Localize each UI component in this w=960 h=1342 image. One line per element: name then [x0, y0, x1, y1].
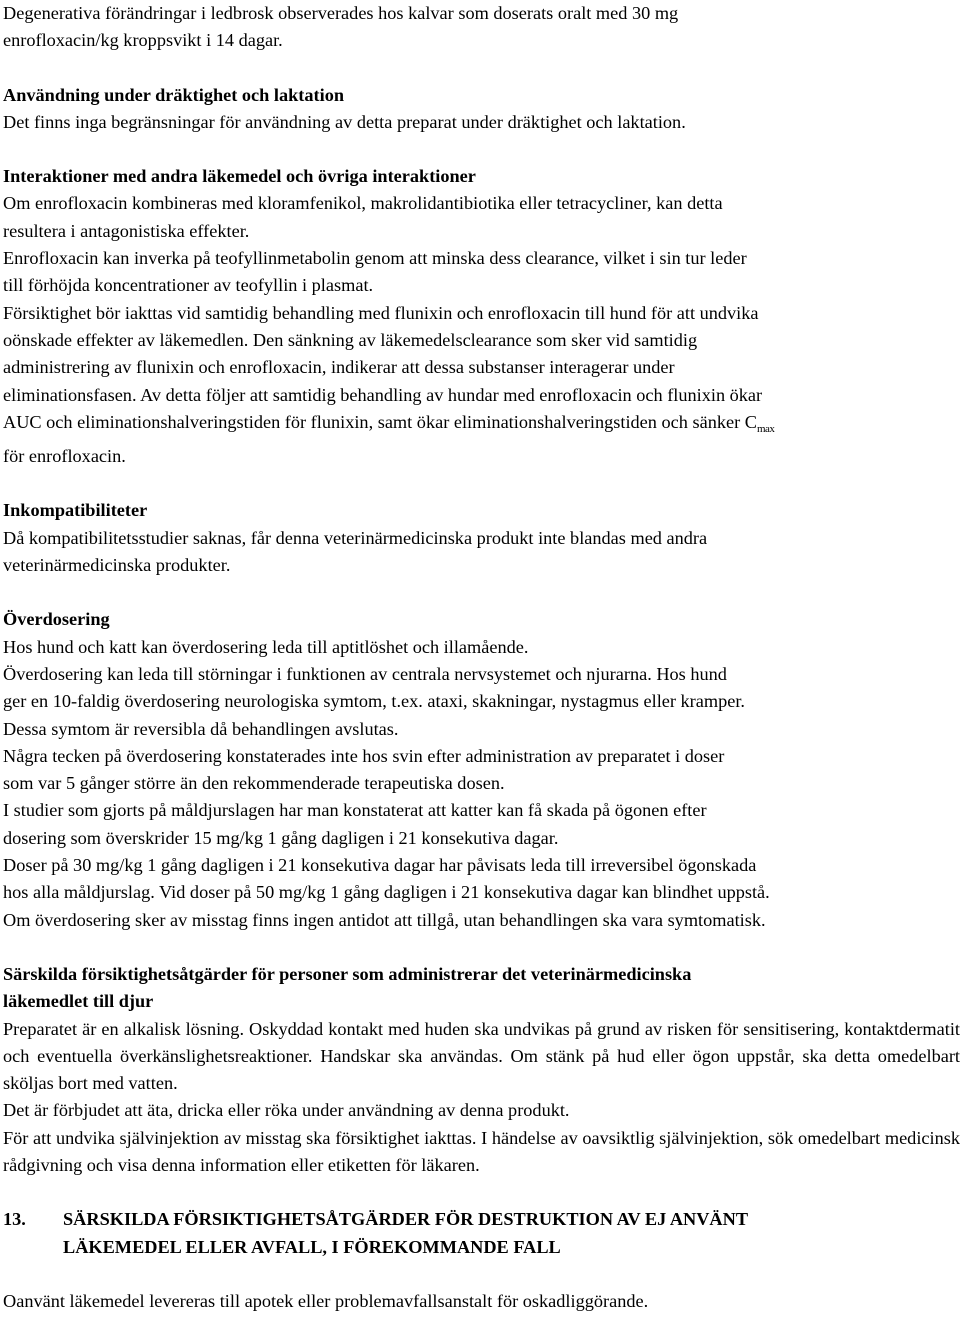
- precautions-p1: Preparatet är en alkalisk lösning. Oskyddad kontakt med huden ska undvikas på grund av risken för sensitisering, kontaktdermatit och eventuella överkänslighetsreaktioner. Handskar ska användas. Om stänk på hud eller ögon uppstår, ska detta omedelbart sköljas bort med vatten.: [3, 1018, 960, 1094]
- section-13-text: Oanvänt läkemedel levereras till apotek eller problemavfallsanstalt för oskadliggörande.: [3, 1290, 649, 1311]
- interactions-p2-line-2: till förhöjda koncentrationer av teofyllin i plasmat.: [3, 275, 374, 296]
- pregnancy-text: Det finns inga begränsningar för användning av detta preparat under dräktighet och laktation.: [3, 111, 686, 132]
- interactions-p3-line-3: administrering av flunixin och enrofloxacin, indikerar att dessa substanser interagerar under: [3, 357, 675, 378]
- overdose-line-2: Överdosering kan leda till störningar i funktionen av centrala nervsystemet och njurarna. Hos hund: [3, 663, 727, 684]
- interactions-p3-end: för enrofloxacin.: [3, 446, 126, 467]
- pregnancy-heading: Användning under dräktighet och laktation: [3, 84, 344, 105]
- overdose-line-6: som var 5 gånger större än den rekommenderade terapeutiska dosen.: [3, 773, 505, 794]
- overdose-line-5: Några tecken på överdosering konstaterades inte hos svin efter administration av preparatet i doser: [3, 745, 725, 766]
- interactions-p2-line-1: Enrofloxacin kan inverka på teofyllinmetabolin genom att minska dess clearance, vilket i sin tur leder: [3, 248, 747, 269]
- overdose-line-10: hos alla måldjurslag. Vid doser på 50 mg/kg 1 gång dagligen i 21 konsekutiva dagar kan blindhet uppstå.: [3, 882, 770, 903]
- incompatibilities-heading: Inkompatibiliteter: [3, 500, 148, 521]
- section-13-title-line-1: SÄRSKILDA FÖRSIKTIGHETSÅTGÄRDER FÖR DESTRUKTION AV EJ ANVÄNT: [63, 1209, 749, 1230]
- interactions-p3-line-5: [3, 409, 960, 443]
- section-13-number: 13.: [3, 1209, 26, 1230]
- section-13-heading: [3, 1206, 960, 1261]
- intro-line-1: Degenerativa förändringar i ledbrosk observerades hos kalvar som doserats oralt med 30 mg: [3, 3, 679, 23]
- precautions-p2: Det är förbjudet att äta, dricka eller röka under användning av denna produkt.: [3, 1100, 570, 1121]
- cmax-subscript: max: [756, 422, 775, 435]
- interactions-p1-line-1: Om enrofloxacin kombineras med kloramfenikol, makrolidantibiotika eller tetracycliner, kan detta: [3, 193, 723, 214]
- interactions-p3-line-4: eliminationsfasen. Av detta följer att samtidig behandling av hundar med enrofloxacin och flunixin ökar: [3, 384, 763, 405]
- section-13-title: [63, 1206, 748, 1261]
- overdose-line-11: Om överdosering sker av misstag finns ingen antidot att tillgå, utan behandlingen ska vara symtomatisk.: [3, 909, 766, 930]
- overdose-line-3: ger en 10-faldig överdosering neurologiska symtom, t.ex. ataxi, skakningar, nystagmus eller kramper.: [3, 691, 746, 712]
- interactions-p1-line-2: resultera i antagonistiska effekter.: [3, 220, 250, 241]
- overdose-line-1: Hos hund och katt kan överdosering leda till aptitlöshet och illamående.: [3, 636, 529, 657]
- precautions-heading-line-2: läkemedlet till djur: [3, 991, 154, 1012]
- document-page: [3, 0, 960, 1315]
- interactions-p3-line-2: oönskade effekter av läkemedlen. Den sänkning av läkemedelsclearance som sker vid samtidig: [3, 329, 698, 350]
- intro-line-2: enrofloxacin/kg kroppsvikt i 14 dagar.: [3, 30, 283, 51]
- overdose-line-9: Doser på 30 mg/kg 1 gång dagligen i 21 konsekutiva dagar har påvisats leda till irreversibel ögonskada: [3, 855, 757, 876]
- overdose-heading: Överdosering: [3, 609, 110, 630]
- incompatibilities-line-2: veterinärmedicinska produkter.: [3, 555, 231, 576]
- precautions-heading-line-1: Särskilda försiktighetsåtgärder för personer som administrerar det veterinärmedicinska: [3, 963, 692, 984]
- interactions-p3-line-5-text: AUC och eliminationshalveringstiden för flunixin, samt ökar eliminationshalveringstiden och sänker C: [3, 411, 757, 432]
- incompatibilities-line-1: Då kompatibilitetsstudier saknas, får denna veterinärmedicinska produkt inte blandas med andra: [3, 527, 708, 548]
- precautions-p3: För att undvika självinjektion av misstag ska försiktighet iakttas. I händelse av oavsiktlig självinjektion, sök omedelbart medicinsk rådgivning och visa denna information eller etiketten för läkaren.: [3, 1127, 960, 1175]
- interactions-p3-line-1: Försiktighet bör iakttas vid samtidig behandling med flunixin och enrofloxacin till hund för att undvika: [3, 302, 759, 323]
- overdose-line-8: dosering som överskrider 15 mg/kg 1 gång dagligen i 21 konsekutiva dagar.: [3, 827, 559, 848]
- overdose-line-7: I studier som gjorts på måldjurslagen har man konstaterat att katter kan få skada på ögonen efter: [3, 800, 707, 821]
- interactions-heading: Interaktioner med andra läkemedel och övriga interaktioner: [3, 166, 476, 187]
- section-13-title-line-2: LÄKEMEDEL ELLER AVFALL, I FÖREKOMMANDE FALL: [63, 1236, 561, 1257]
- overdose-line-4: Dessa symtom är reversibla då behandlingen avslutas.: [3, 718, 399, 739]
